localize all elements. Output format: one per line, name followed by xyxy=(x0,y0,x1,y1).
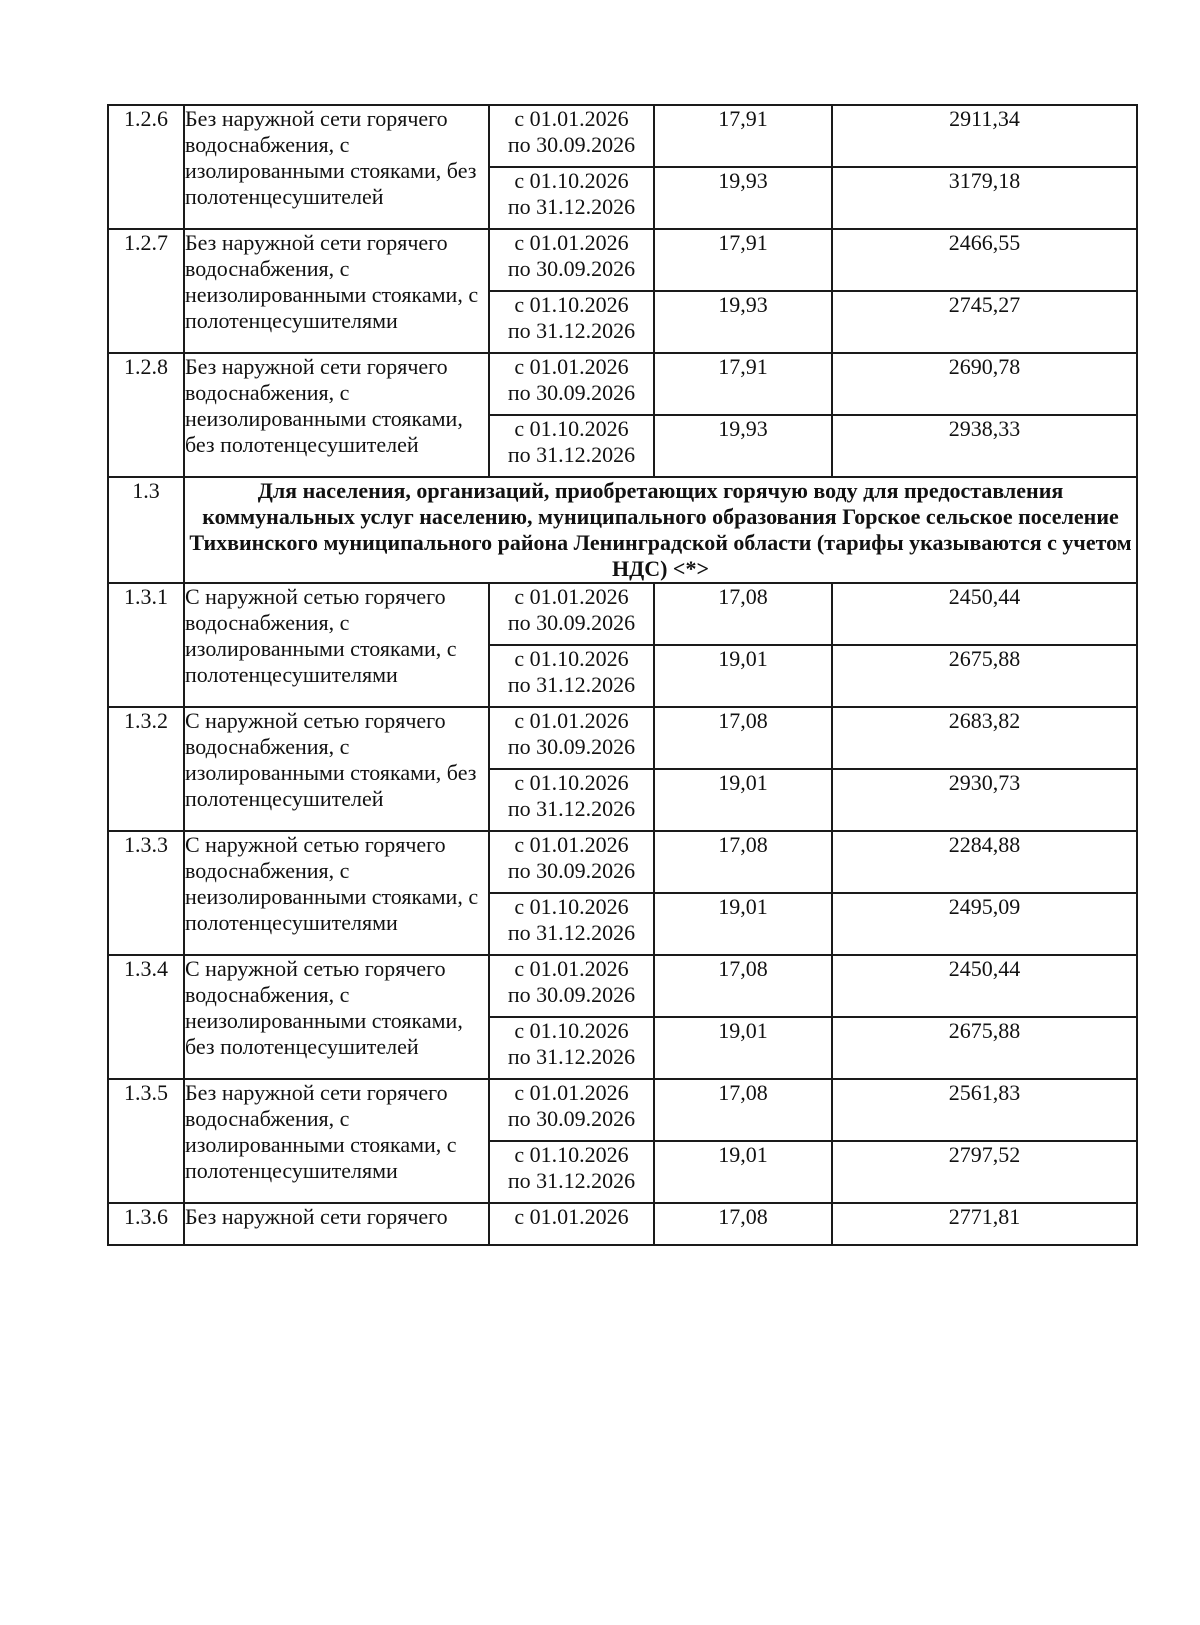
tariff-value-2: 2450,44 xyxy=(832,583,1137,645)
period-cell xyxy=(489,583,654,645)
period-from: с 01.01.2026 xyxy=(514,1080,629,1105)
period-from: с 01.01.2026 xyxy=(514,956,629,981)
tariff-value-1: 17,08 xyxy=(654,1079,832,1141)
tariff-value-1: 19,93 xyxy=(654,415,832,477)
period-from: с 01.01.2026 xyxy=(514,1204,629,1229)
tariff-value-2: 2745,27 xyxy=(832,291,1137,353)
period-from: с 01.01.2026 xyxy=(514,584,629,609)
row-number: 1.2.6 xyxy=(108,105,184,229)
row-number: 1.3.6 xyxy=(108,1203,184,1245)
period-to: по 30.09.2026 xyxy=(507,858,636,883)
table-row xyxy=(108,353,1137,415)
row-number: 1.3.1 xyxy=(108,583,184,707)
tariff-value-1: 17,08 xyxy=(654,831,832,893)
tariff-value-2: 2690,78 xyxy=(832,353,1137,415)
tariff-value-1: 17,08 xyxy=(654,1203,832,1245)
row-description: С наружной сетью горячего водоснабжения, с неизолированными стояками, с полотенцесушителями xyxy=(184,831,489,955)
period-from: с 01.10.2026 xyxy=(514,646,629,671)
section-row xyxy=(108,477,1137,583)
period-to: по 30.09.2026 xyxy=(507,256,636,281)
period-from: с 01.10.2026 xyxy=(514,770,629,795)
period-to: по 31.12.2026 xyxy=(507,672,636,697)
table-row xyxy=(108,229,1137,291)
period-cell xyxy=(489,353,654,415)
tariff-value-1: 19,01 xyxy=(654,1141,832,1203)
period-cell xyxy=(489,1017,654,1079)
period-from: с 01.01.2026 xyxy=(514,832,629,857)
tariff-value-2: 2771,81 xyxy=(832,1203,1137,1245)
period-to: по 31.12.2026 xyxy=(507,318,636,343)
period-to: по 30.09.2026 xyxy=(507,132,636,157)
tariff-value-1: 17,08 xyxy=(654,955,832,1017)
tariff-value-1: 19,01 xyxy=(654,769,832,831)
row-description: Без наружной сети горячего водоснабжения, с изолированными стояками, без полотенцесушителей xyxy=(184,105,489,229)
period-cell xyxy=(489,707,654,769)
tariff-value-2: 2938,33 xyxy=(832,415,1137,477)
period-cell xyxy=(489,893,654,955)
row-description: Без наружной сети горячего водоснабжения, с изолированными стояками, с полотенцесушителями xyxy=(184,1079,489,1203)
tariff-value-2: 2495,09 xyxy=(832,893,1137,955)
table-row xyxy=(108,707,1137,769)
period-to: по 31.12.2026 xyxy=(507,796,636,821)
period-from: с 01.10.2026 xyxy=(514,894,629,919)
period-to: по 31.12.2026 xyxy=(507,920,636,945)
tariff-value-1: 17,91 xyxy=(654,105,832,167)
row-description: С наружной сетью горячего водоснабжения, с изолированными стояками, с полотенцесушителями xyxy=(184,583,489,707)
tariff-value-2: 2466,55 xyxy=(832,229,1137,291)
period-cell xyxy=(489,831,654,893)
tariff-value-1: 17,08 xyxy=(654,583,832,645)
tariff-value-2: 2675,88 xyxy=(832,1017,1137,1079)
period-cell xyxy=(489,645,654,707)
row-description: Без наружной сети горячего водоснабжения, с неизолированными стояками, без полотенцесушителей xyxy=(184,353,489,477)
period-to: по 30.09.2026 xyxy=(507,610,636,635)
period-cell xyxy=(489,291,654,353)
period-cell xyxy=(489,105,654,167)
period-cell xyxy=(489,167,654,229)
period-cell xyxy=(489,1079,654,1141)
row-description: С наружной сетью горячего водоснабжения, с изолированными стояками, без полотенцесушителей xyxy=(184,707,489,831)
row-description: Без наружной сети горячего xyxy=(184,1203,489,1245)
tariff-value-1: 19,93 xyxy=(654,167,832,229)
section-title: Для населения, организаций, приобретающих горячую воду для предоставления коммунальных услуг населению, муниципального образования Горское сельское поселение Тихвинского муниципального района Ленинградской области (тарифы указываются с учетом НДС) <*> xyxy=(184,477,1137,583)
row-description: С наружной сетью горячего водоснабжения, с неизолированными стояками, без полотенцесушителей xyxy=(184,955,489,1079)
tariff-value-1: 19,01 xyxy=(654,893,832,955)
period-from: с 01.10.2026 xyxy=(514,1018,629,1043)
period-cell xyxy=(489,229,654,291)
period-cell xyxy=(489,415,654,477)
tariff-value-2: 2675,88 xyxy=(832,645,1137,707)
period-from: с 01.01.2026 xyxy=(514,708,629,733)
tariff-value-2: 2284,88 xyxy=(832,831,1137,893)
table-row xyxy=(108,1203,1137,1245)
tariff-value-1: 19,93 xyxy=(654,291,832,353)
period-to: по 30.09.2026 xyxy=(507,982,636,1007)
period-cell xyxy=(489,1141,654,1203)
row-number: 1.2.8 xyxy=(108,353,184,477)
tariff-value-2: 2450,44 xyxy=(832,955,1137,1017)
period-from: с 01.10.2026 xyxy=(514,1142,629,1167)
tariff-value-1: 19,01 xyxy=(654,1017,832,1079)
tariff-value-1: 17,08 xyxy=(654,707,832,769)
row-number: 1.3.5 xyxy=(108,1079,184,1203)
section-number: 1.3 xyxy=(108,477,184,583)
period-cell xyxy=(489,955,654,1017)
period-to: по 30.09.2026 xyxy=(507,734,636,759)
period-from: с 01.10.2026 xyxy=(514,292,629,317)
tariff-value-2: 3179,18 xyxy=(832,167,1137,229)
tariff-value-2: 2561,83 xyxy=(832,1079,1137,1141)
row-number: 1.3.4 xyxy=(108,955,184,1079)
period-from: с 01.10.2026 xyxy=(514,168,629,193)
period-from: с 01.10.2026 xyxy=(514,416,629,441)
period-cell xyxy=(489,1203,654,1245)
tariff-value-2: 2930,73 xyxy=(832,769,1137,831)
period-from: с 01.01.2026 xyxy=(514,354,629,379)
period-to: по 31.12.2026 xyxy=(507,1044,636,1069)
tariff-value-2: 2911,34 xyxy=(832,105,1137,167)
tariff-value-1: 17,91 xyxy=(654,353,832,415)
table-row xyxy=(108,583,1137,645)
table-row xyxy=(108,1079,1137,1141)
tariff-value-2: 2683,82 xyxy=(832,707,1137,769)
table-row xyxy=(108,831,1137,893)
tariff-value-1: 19,01 xyxy=(654,645,832,707)
period-to: по 31.12.2026 xyxy=(507,194,636,219)
period-to: по 31.12.2026 xyxy=(507,442,636,467)
period-from: с 01.01.2026 xyxy=(514,230,629,255)
row-description: Без наружной сети горячего водоснабжения, с неизолированными стояками, с полотенцесушителями xyxy=(184,229,489,353)
tariff-value-1: 17,91 xyxy=(654,229,832,291)
period-from: с 01.01.2026 xyxy=(514,106,629,131)
table-row xyxy=(108,955,1137,1017)
row-number: 1.3.2 xyxy=(108,707,184,831)
period-to: по 31.12.2026 xyxy=(507,1168,636,1193)
tariff-table xyxy=(107,104,1138,1246)
row-number: 1.3.3 xyxy=(108,831,184,955)
period-cell xyxy=(489,769,654,831)
period-to: по 30.09.2026 xyxy=(507,380,636,405)
table-row xyxy=(108,105,1137,167)
tariff-value-2: 2797,52 xyxy=(832,1141,1137,1203)
period-to: по 30.09.2026 xyxy=(507,1106,636,1131)
row-number: 1.2.7 xyxy=(108,229,184,353)
